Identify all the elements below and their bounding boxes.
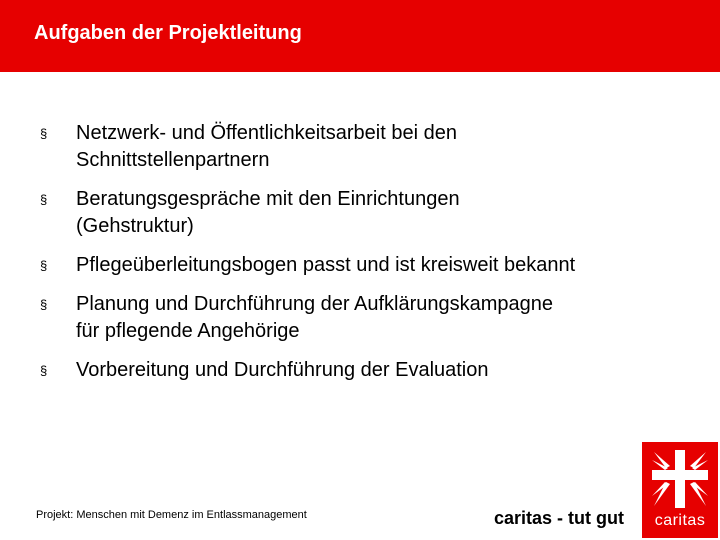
bullet-marker: §: [40, 258, 48, 273]
slogan: caritas - tut gut: [494, 508, 625, 528]
bullet-marker: §: [40, 126, 48, 141]
bullet-text-line: Netzwerk- und Öffentlichkeitsarbeit bei den: [76, 122, 457, 144]
bullet-text-line: Planung und Durchführung der Aufklärungskampagne: [76, 293, 553, 315]
caritas-logo: [642, 442, 718, 538]
list-item: [40, 186, 700, 240]
bullet-text-line: Vorbereitung und Durchführung der Evaluation: [76, 359, 489, 381]
bullet-text-line: (Gehstruktur): [76, 215, 194, 237]
header-bar: [0, 0, 720, 72]
list-item: [40, 252, 700, 279]
list-item: [40, 291, 700, 345]
bullet-marker: §: [40, 297, 48, 312]
footer-project-text: Projekt: Menschen mit Demenz im Entlassmanagement: [36, 509, 307, 521]
list-item: [40, 120, 700, 174]
caritas-flame-cross-icon: [648, 448, 712, 510]
bullet-text-line: Beratungsgespräche mit den Einrichtungen: [76, 188, 460, 210]
page-title: Aufgaben der Projektleitung: [34, 22, 302, 44]
bullet-marker: §: [40, 192, 48, 207]
bullet-list: [40, 120, 700, 396]
bullet-text-line: Pflegeüberleitungsbogen passt und ist kreisweit bekannt: [76, 254, 576, 276]
bullet-text-line: Schnittstellenpartnern: [76, 149, 270, 171]
list-item: [40, 357, 700, 384]
bullet-text-line: für pflegende Angehörige: [76, 320, 300, 342]
bullet-marker: §: [40, 363, 48, 378]
logo-word: caritas: [654, 512, 706, 529]
